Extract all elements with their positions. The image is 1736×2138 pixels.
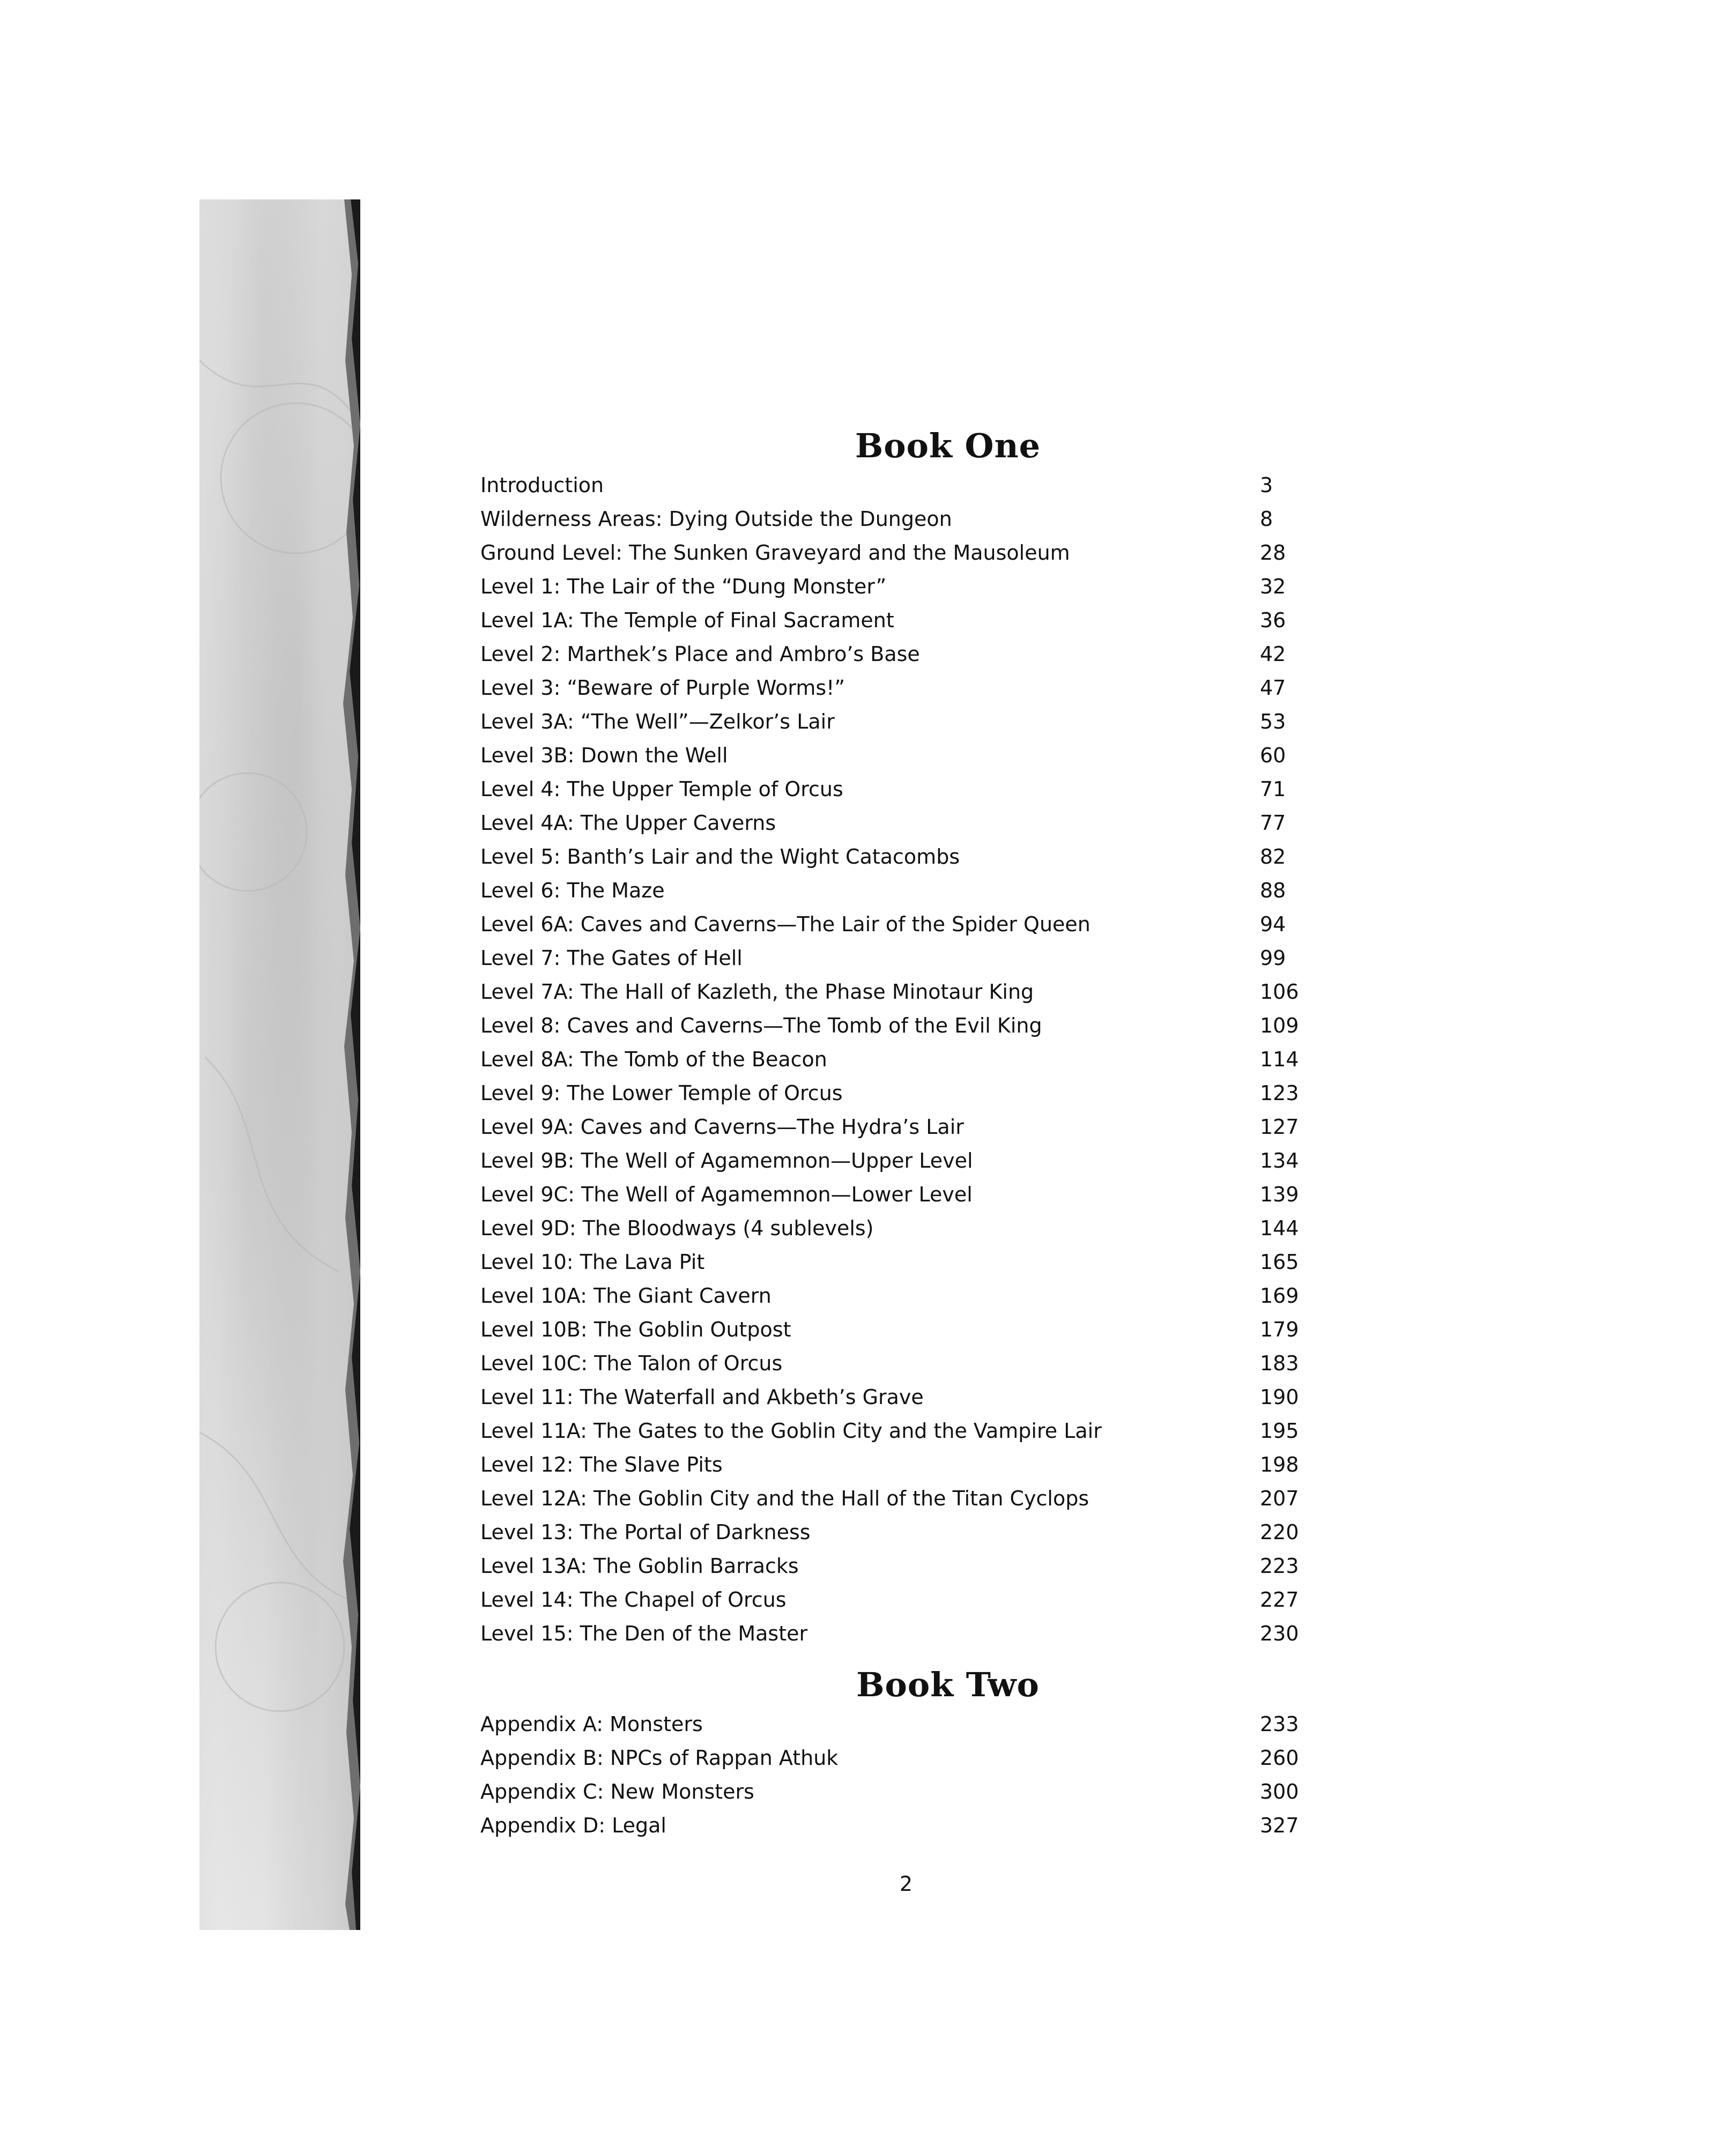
toc-entry <box>480 1775 1330 1809</box>
toc-entry <box>480 1043 1330 1077</box>
toc-entry <box>480 469 1330 502</box>
toc-entry-page: 165 <box>1260 1250 1299 1274</box>
toc-entry <box>480 705 1330 739</box>
toc-entry-title: Level 9B: The Well of Agamemnon—Upper Level <box>480 1149 973 1172</box>
torn-edge-graphic <box>199 199 360 1930</box>
toc-entry-page: 71 <box>1260 777 1286 801</box>
parchment-border-decoration <box>199 199 360 1930</box>
book-one-entries <box>480 469 1330 1651</box>
toc-entry <box>480 806 1330 840</box>
toc-entry-title: Level 4A: The Upper Caverns <box>480 811 776 835</box>
toc-entry <box>480 1516 1330 1549</box>
toc-entry-title: Level 12A: The Goblin City and the Hall of the Titan Cyclops <box>480 1487 1089 1510</box>
toc-entry <box>480 1617 1330 1651</box>
toc-entry-title: Level 10A: The Giant Cavern <box>480 1284 771 1308</box>
toc-entry-title: Level 6A: Caves and Caverns—The Lair of the Spider Queen <box>480 912 1090 936</box>
toc-entry-title: Level 1: The Lair of the “Dung Monster” <box>480 575 887 598</box>
toc-entry-title: Appendix A: Monsters <box>480 1712 703 1736</box>
toc-entry-page: 82 <box>1260 845 1286 868</box>
toc-entry <box>480 1380 1330 1414</box>
toc-entry-page: 327 <box>1260 1814 1299 1837</box>
toc-entry-title: Level 9D: The Bloodways (4 sublevels) <box>480 1216 874 1240</box>
toc-entry-page: 109 <box>1260 1014 1299 1037</box>
toc-entry-title: Level 11A: The Gates to the Goblin City and the Vampire Lair <box>480 1419 1102 1443</box>
toc-entry-page: 169 <box>1260 1284 1299 1308</box>
toc-entry-page: 144 <box>1260 1216 1299 1240</box>
toc-entry <box>480 773 1330 806</box>
toc-entry-page: 123 <box>1260 1081 1299 1105</box>
book-one-heading: Book One <box>855 426 1041 465</box>
toc-entry <box>480 536 1330 570</box>
toc-entry <box>480 1448 1330 1482</box>
toc-entry-title: Level 7A: The Hall of Kazleth, the Phase Minotaur King <box>480 980 1034 1004</box>
toc-entry-page: 106 <box>1260 980 1299 1004</box>
toc-entry <box>480 1741 1330 1775</box>
toc-entry-page: 207 <box>1260 1487 1299 1510</box>
toc-entry <box>480 1110 1330 1144</box>
toc-entry-page: 183 <box>1260 1352 1299 1375</box>
toc-entry-page: 223 <box>1260 1554 1299 1578</box>
toc-entry <box>480 1583 1330 1617</box>
toc-entry-title: Level 8A: The Tomb of the Beacon <box>480 1048 827 1071</box>
toc-entry <box>480 1347 1330 1380</box>
toc-entry <box>480 1482 1330 1516</box>
toc-entry-title: Level 1A: The Temple of Final Sacrament <box>480 608 894 632</box>
toc-entry-page: 47 <box>1260 676 1286 700</box>
table-of-contents <box>480 424 1330 1843</box>
toc-entry-page: 8 <box>1260 507 1273 531</box>
toc-entry <box>480 1077 1330 1110</box>
toc-entry-page: 99 <box>1260 946 1286 970</box>
toc-entry-page: 300 <box>1260 1780 1299 1803</box>
toc-entry-title: Level 2: Marthek’s Place and Ambro’s Base <box>480 642 920 666</box>
toc-entry-title: Level 14: The Chapel of Orcus <box>480 1588 787 1612</box>
toc-entry-title: Level 13A: The Goblin Barracks <box>480 1554 799 1578</box>
toc-entry-title: Level 5: Banth’s Lair and the Wight Catacombs <box>480 845 960 868</box>
toc-entry-page: 28 <box>1260 541 1286 565</box>
toc-entry <box>480 637 1330 671</box>
toc-entry-page: 195 <box>1260 1419 1299 1443</box>
toc-entry <box>480 874 1330 908</box>
toc-entry <box>480 1414 1330 1448</box>
toc-entry-page: 227 <box>1260 1588 1299 1612</box>
toc-entry <box>480 1212 1330 1245</box>
toc-entry <box>480 604 1330 637</box>
toc-entry <box>480 671 1330 705</box>
toc-entry <box>480 1279 1330 1313</box>
toc-entry-page: 60 <box>1260 744 1286 767</box>
toc-entry-page: 77 <box>1260 811 1286 835</box>
toc-entry-page: 36 <box>1260 608 1286 632</box>
toc-entry-page: 88 <box>1260 879 1286 902</box>
toc-entry-title: Level 9: The Lower Temple of Orcus <box>480 1081 843 1105</box>
toc-entry-title: Appendix D: Legal <box>480 1814 666 1837</box>
toc-entry-title: Appendix C: New Monsters <box>480 1780 754 1803</box>
toc-entry <box>480 1708 1330 1741</box>
toc-entry-page: 220 <box>1260 1520 1299 1544</box>
toc-entry <box>480 739 1330 773</box>
toc-entry <box>480 1549 1330 1583</box>
toc-entry-page: 53 <box>1260 710 1286 733</box>
toc-entry <box>480 1313 1330 1347</box>
toc-entry-page: 42 <box>1260 642 1286 666</box>
toc-entry <box>480 1245 1330 1279</box>
book-two-entries <box>480 1708 1330 1843</box>
toc-entry-page: 230 <box>1260 1622 1299 1645</box>
toc-entry-title: Level 8: Caves and Caverns—The Tomb of the Evil King <box>480 1014 1042 1037</box>
toc-entry-title: Level 3: “Beware of Purple Worms!” <box>480 676 845 700</box>
toc-entry-page: 139 <box>1260 1183 1299 1206</box>
toc-entry-page: 190 <box>1260 1385 1299 1409</box>
toc-entry-title: Level 7: The Gates of Hell <box>480 946 743 970</box>
toc-entry-title: Level 6: The Maze <box>480 879 665 902</box>
toc-entry <box>480 502 1330 536</box>
toc-entry-title: Level 10C: The Talon of Orcus <box>480 1352 783 1375</box>
toc-entry-page: 127 <box>1260 1115 1299 1139</box>
toc-entry-title: Level 11: The Waterfall and Akbeth’s Grave <box>480 1385 924 1409</box>
toc-entry <box>480 1144 1330 1178</box>
toc-entry-title: Level 4: The Upper Temple of Orcus <box>480 777 843 801</box>
toc-entry-page: 3 <box>1260 473 1273 497</box>
toc-entry <box>480 1178 1330 1212</box>
toc-entry-title: Level 3B: Down the Well <box>480 744 728 767</box>
toc-entry-title: Level 3A: “The Well”—Zelkor’s Lair <box>480 710 835 733</box>
toc-entry-title: Level 15: The Den of the Master <box>480 1622 808 1645</box>
toc-entry <box>480 840 1330 874</box>
toc-entry-page: 134 <box>1260 1149 1299 1172</box>
toc-entry-title: Ground Level: The Sunken Graveyard and the Mausoleum <box>480 541 1070 565</box>
toc-entry <box>480 570 1330 604</box>
toc-entry <box>480 1809 1330 1843</box>
toc-entry-title: Appendix B: NPCs of Rappan Athuk <box>480 1746 839 1770</box>
toc-entry-page: 32 <box>1260 575 1286 598</box>
toc-entry-page: 179 <box>1260 1318 1299 1341</box>
toc-entry-title: Level 13: The Portal of Darkness <box>480 1520 811 1544</box>
page-number: 2 <box>899 1872 913 1896</box>
book-two-heading: Book Two <box>856 1665 1040 1704</box>
toc-entry-page: 114 <box>1260 1048 1299 1071</box>
toc-entry-page: 260 <box>1260 1746 1299 1770</box>
toc-entry <box>480 975 1330 1009</box>
toc-entry-title: Level 9A: Caves and Caverns—The Hydra’s Lair <box>480 1115 964 1139</box>
toc-entry-title: Level 9C: The Well of Agamemnon—Lower Level <box>480 1183 973 1206</box>
toc-entry-title: Wilderness Areas: Dying Outside the Dungeon <box>480 507 952 531</box>
toc-entry <box>480 1009 1330 1043</box>
toc-entry-title: Level 12: The Slave Pits <box>480 1453 723 1476</box>
toc-entry-page: 233 <box>1260 1712 1299 1736</box>
toc-entry-title: Level 10: The Lava Pit <box>480 1250 705 1274</box>
toc-entry <box>480 908 1330 941</box>
toc-entry-title: Level 10B: The Goblin Outpost <box>480 1318 791 1341</box>
toc-entry-title: Introduction <box>480 473 604 497</box>
toc-entry-page: 94 <box>1260 912 1286 936</box>
toc-entry <box>480 941 1330 975</box>
toc-entry-page: 198 <box>1260 1453 1299 1476</box>
